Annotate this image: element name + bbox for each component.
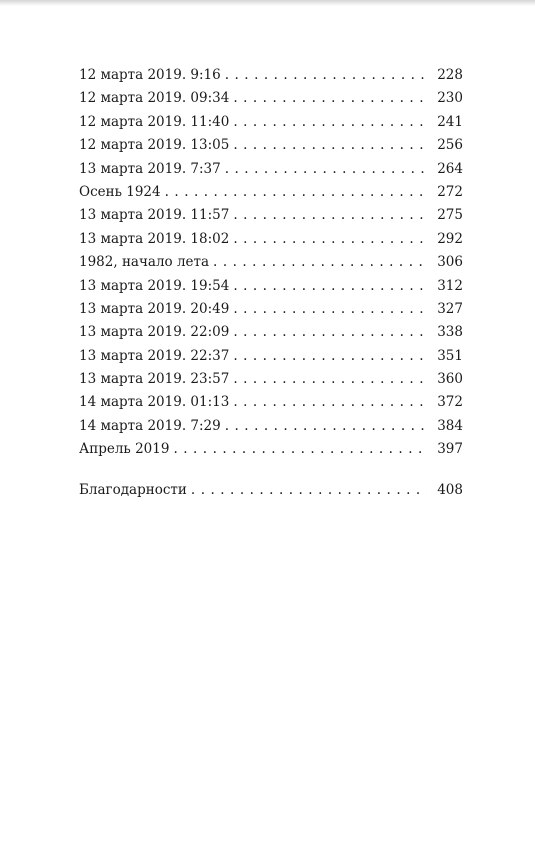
toc-entry-title: 13 марта 2019. 22:09: [79, 324, 230, 341]
toc-entry-title: 1982, начало лета: [79, 254, 210, 271]
toc-entry-title: 13 марта 2019. 11:57: [79, 207, 230, 224]
page-top-edge: [0, 0, 535, 6]
toc-entry-page: 272: [437, 183, 463, 200]
toc-entry-page: 397: [437, 441, 463, 458]
toc-dot-leader: [165, 181, 427, 204]
toc-dot-leader: [233, 298, 427, 321]
toc-entry-page: 372: [437, 394, 463, 411]
toc-entry[interactable]: [79, 251, 463, 274]
toc-entry[interactable]: [79, 275, 463, 298]
toc-entry[interactable]: [79, 111, 463, 134]
toc-dot-leader: [225, 64, 427, 87]
toc-entry-page: 327: [437, 300, 463, 317]
toc-entry-title: 14 марта 2019. 7:29: [79, 417, 221, 434]
toc-entry[interactable]: [79, 228, 463, 251]
toc-entry-page: 228: [437, 67, 463, 83]
toc-entry-title: 13 марта 2019. 7:37: [79, 160, 221, 177]
toc-entry-page: 241: [437, 113, 463, 130]
toc-dot-leader: [233, 228, 427, 251]
toc-entry-title: Благодарности: [79, 481, 187, 498]
toc-dot-leader: [233, 275, 427, 298]
toc-entry-page: 306: [437, 254, 463, 271]
toc-entry-title: 13 марта 2019. 18:02: [79, 230, 230, 247]
toc-dot-leader: [233, 134, 427, 157]
toc-entry[interactable]: [79, 204, 463, 227]
toc-entry-title: 12 марта 2019. 9:16: [79, 67, 221, 83]
toc-dot-leader: [233, 345, 427, 368]
toc-entry[interactable]: [79, 298, 463, 321]
toc-entry[interactable]: [79, 391, 463, 414]
toc-entry-title: Осень 1924: [79, 183, 161, 200]
toc-dot-leader: [213, 251, 427, 274]
toc-dot-leader: [233, 204, 427, 227]
toc-entry-acknowledgements[interactable]: [79, 479, 463, 502]
toc-entry[interactable]: [79, 134, 463, 157]
toc-entry[interactable]: [79, 64, 463, 87]
toc-dot-leader: [233, 87, 427, 110]
toc-dot-leader: [191, 479, 427, 502]
toc-entry[interactable]: [79, 158, 463, 181]
toc-dot-leader: [225, 158, 427, 181]
toc-entry-page: 408: [437, 481, 463, 498]
table-of-contents: [79, 64, 463, 502]
toc-entry-page: 312: [437, 277, 463, 294]
toc-entry-title: 14 марта 2019. 01:13: [79, 394, 230, 411]
toc-dot-leader: [233, 391, 427, 414]
toc-entry-title: 12 марта 2019. 11:40: [79, 113, 230, 130]
toc-entry-title: 12 марта 2019. 09:34: [79, 90, 230, 107]
toc-dot-leader: [233, 321, 427, 344]
toc-entry-page: 384: [437, 417, 463, 434]
toc-entry-page: 338: [437, 324, 463, 341]
toc-entry-title: 13 марта 2019. 22:37: [79, 347, 230, 364]
toc-entry[interactable]: [79, 321, 463, 344]
toc-entry-page: 351: [437, 347, 463, 364]
toc-entry[interactable]: [79, 438, 463, 461]
toc-dot-leader: [233, 368, 427, 391]
toc-entry-title: 13 марта 2019. 19:54: [79, 277, 230, 294]
toc-entry[interactable]: [79, 368, 463, 391]
toc-entry-page: 292: [437, 230, 463, 247]
toc-entry-page: 256: [437, 137, 463, 154]
toc-entry-page: 264: [437, 160, 463, 177]
toc-dot-leader: [225, 415, 427, 438]
toc-entry-title: 12 марта 2019. 13:05: [79, 137, 230, 154]
toc-entry-page: 230: [437, 90, 463, 107]
toc-entry-title: 13 марта 2019. 23:57: [79, 371, 230, 388]
toc-entry[interactable]: [79, 415, 463, 438]
toc-entry[interactable]: [79, 181, 463, 204]
toc-entry-title: 13 марта 2019. 20:49: [79, 300, 230, 317]
toc-entry-page: 360: [437, 371, 463, 388]
toc-dot-leader: [233, 111, 427, 134]
toc-entry-page: 275: [437, 207, 463, 224]
toc-entry-title: Апрель 2019: [79, 441, 170, 458]
toc-entry[interactable]: [79, 345, 463, 368]
toc-entry[interactable]: [79, 87, 463, 110]
toc-dot-leader: [173, 438, 427, 461]
